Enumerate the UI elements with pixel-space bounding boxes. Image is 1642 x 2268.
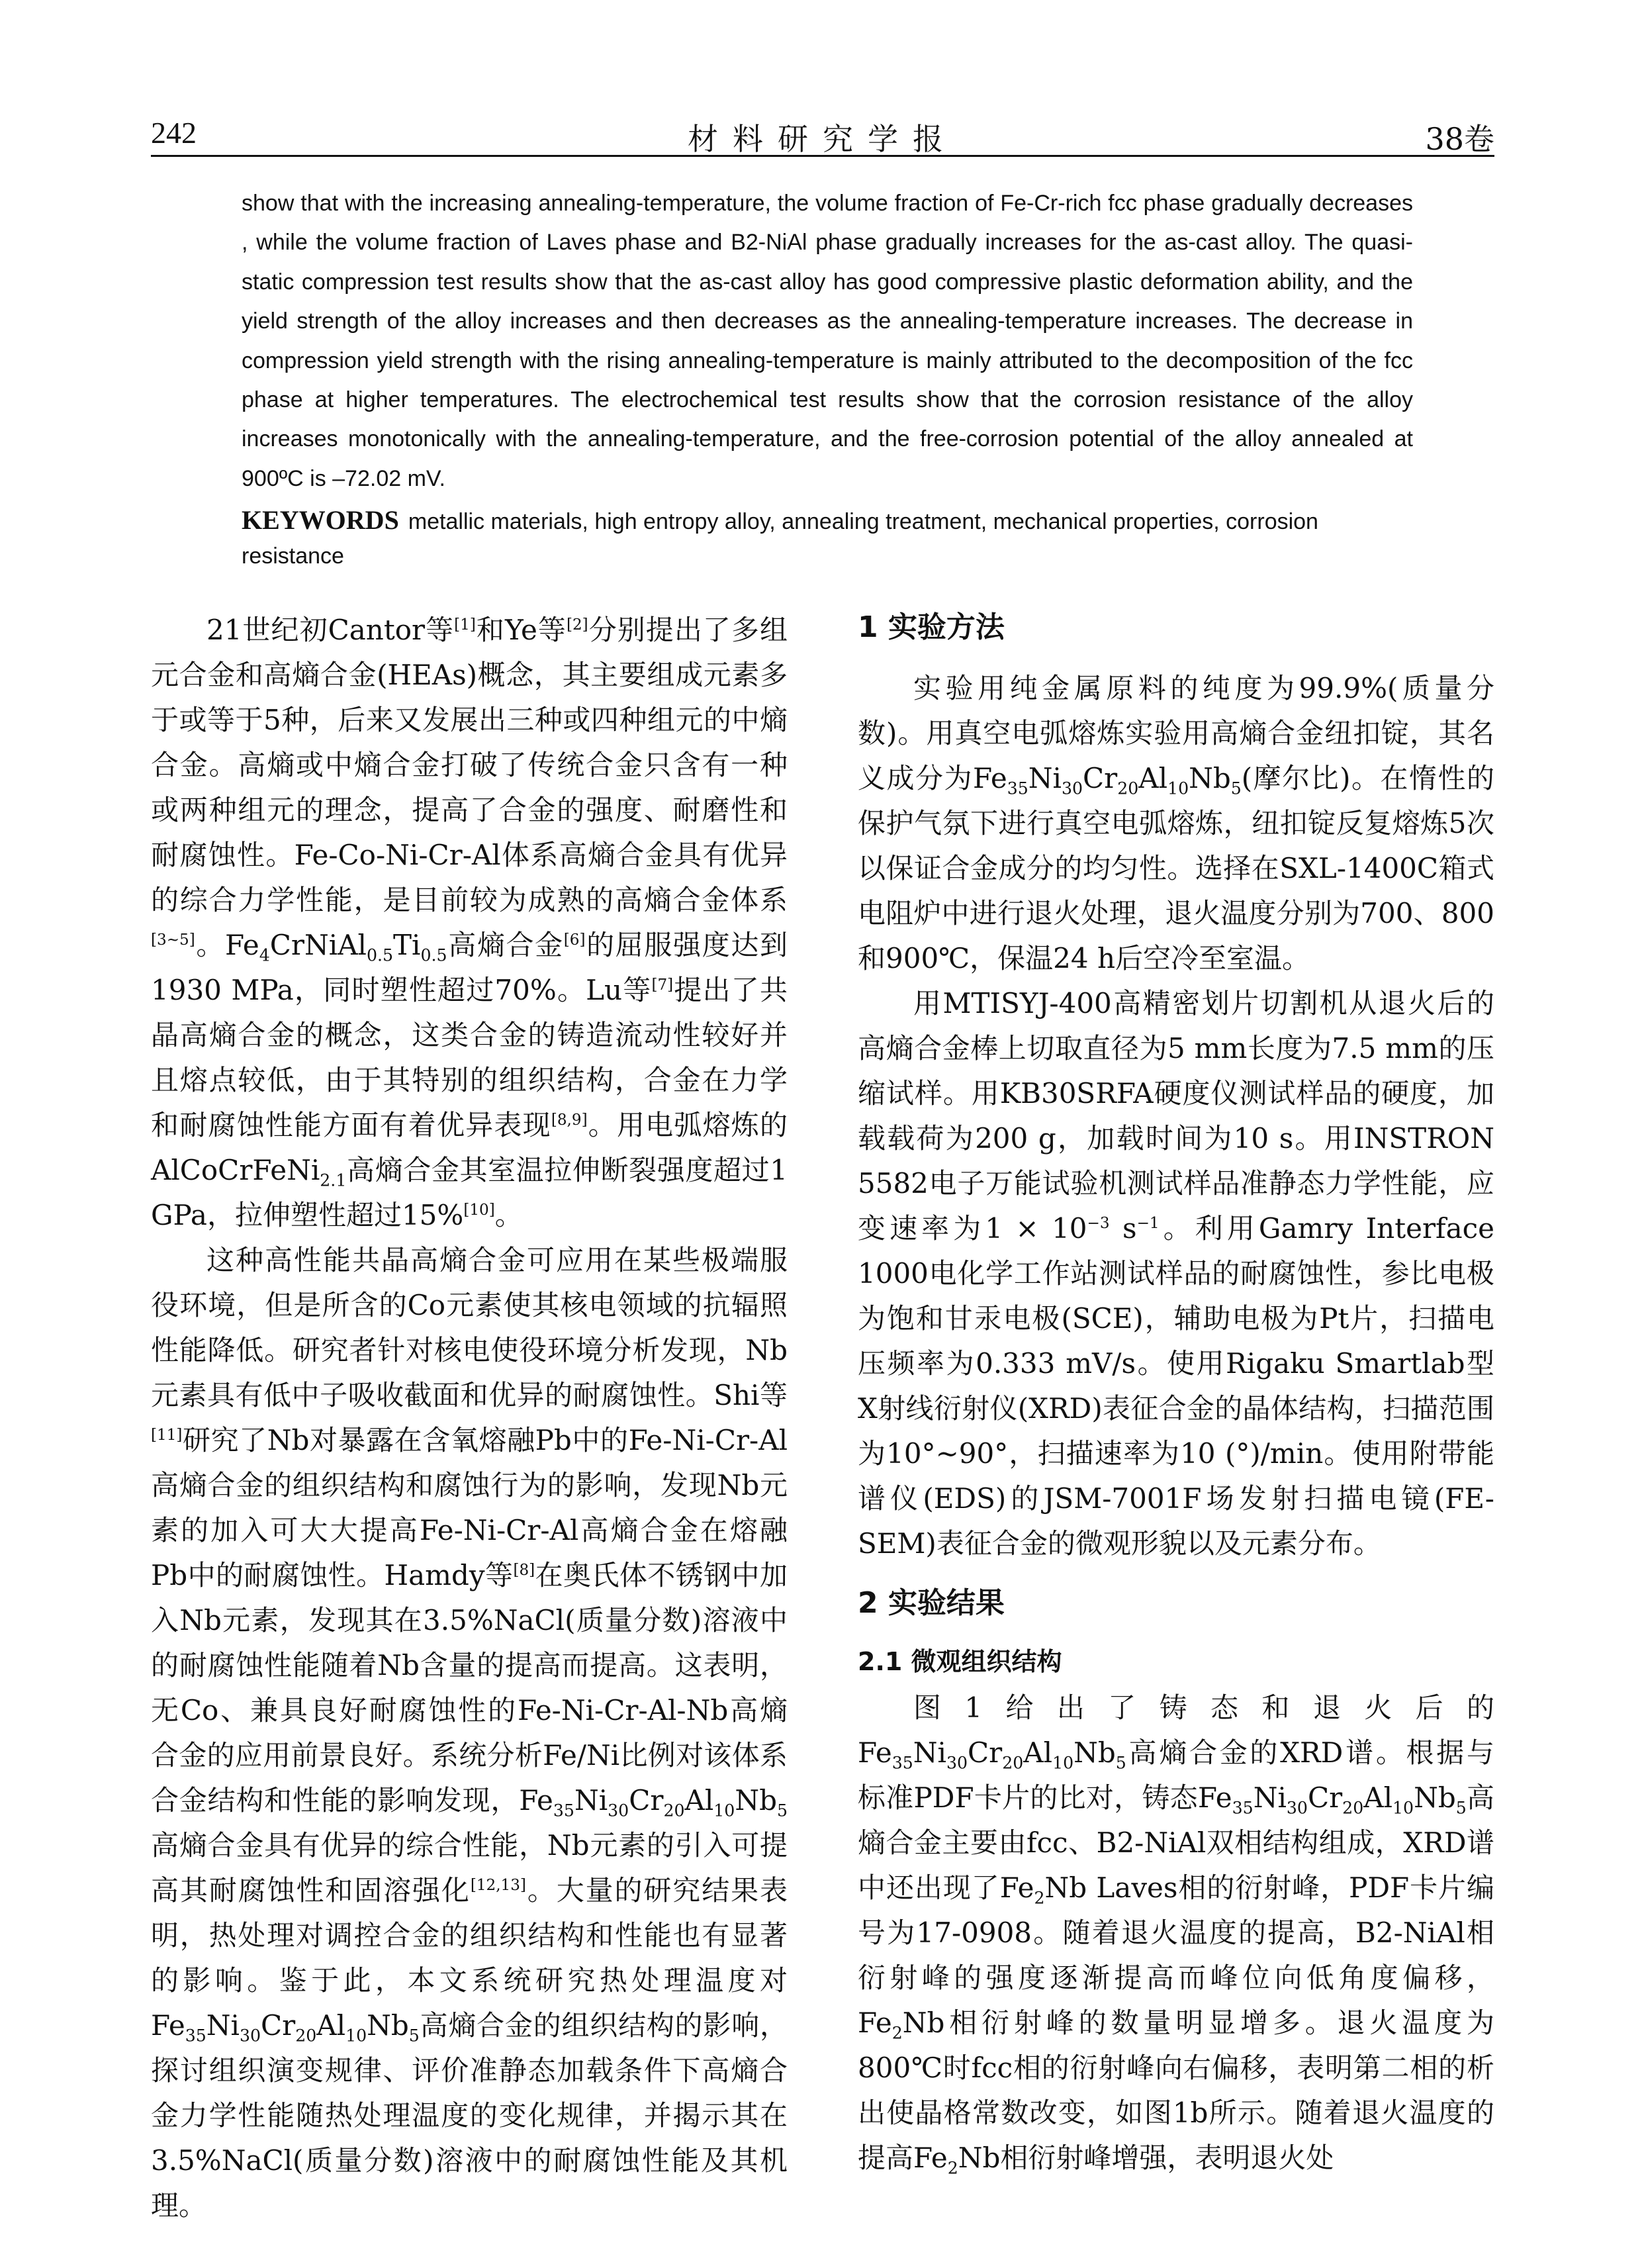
section-2-1-heading: 2.1 微观组织结构 bbox=[858, 1647, 1062, 1676]
intro-paragraph-2: 这种高性能共晶高熵合金可应用在某些极端服役环境，但是所含的Co元素使其核电领域的抗辐照性能降低。研究者针对核电使役环境分析发现，Nb元素具有低中子吸收截面和优异的耐腐蚀性。Shi等[11]研究了Nb对暴露在含氧熔融Pb中的Fe-Ni-Cr-Al高熵合金的组织结构和腐蚀行为的影响，发现Nb元素的加入可大大提高Fe-Ni-Cr-Al高熵合金在熔融Pb中的耐腐蚀性。Hamdy等[8]在奥氏体不锈钢中加入Nb元素，发现其在3.5%NaCl(质量分数)溶液中的耐腐蚀性能随着Nb含量的提高而提高。这表明，无Co、兼具良好耐腐蚀性的Fe-Ni-Cr-Al-Nb高熵合金的应用前景良好。系统分析Fe/Ni比例对该体系合金结构和性能的影响发现，$Fe_{35}Ni_{30}Cr_{20}Al_{10}Nb_5$高熵合金具有优异的综合性能，Nb元素的引入可提高其耐腐蚀性和固溶强化[12,13]。大量的研究结果表明，热处理对调控合金的组织结构和性能也有显著的影响。鉴于此，本文系统研究热处理温度对$Fe_{35}Ni_{30}Cr_{20}Al_{10}Nb_5$高熵合金的组织结构的影响，探讨组织演变规律、评价准静态加载条件下高熵合金力学性能随热处理温度的变化规律，并揭示其在3.5%NaCl(质量分数)溶液中的耐腐蚀性能及其机理。 bbox=[151, 1244, 788, 2222]
method-paragraph-2: 用MTISYJ-400高精密划片切割机从退火后的高熵合金棒上切取直径为5 mm长度为7.5 mm的压缩试样。用KB30SRFA硬度仪测试样品的硬度，加载载荷为200 g，加载时间为10 s。用INSTRON 5582电子万能试验机测试样品准静态力学性能，应变速率为$1 \times 10^{-3}$ $s^{-1}$。利用Gamry Interface 1000电化学工作站测试样品的耐腐蚀性，参比电极为饱和甘汞电极(SCE)，辅助电极为Pt片，扫描电压频率为0.333 mV/s。使用Rigaku Smartlab型X射线衍射仪(XRD)表征合金的晶体结构，扫描范围为10°~90°，扫描速率为10 (°)/min。使用附带能谱仪(EDS)的JSM-7001F场发射扫描电镜(FE-SEM)表征合金的微观形貌以及元素分布。 bbox=[858, 987, 1494, 1560]
journal-title: 材料研究学报 bbox=[688, 121, 958, 157]
volume-label: 38卷 bbox=[1425, 121, 1494, 157]
method-paragraph-1: 实验用纯金属原料的纯度为99.9%(质量分数)。用真空电弧熔炼实验用高熵合金纽扣锭，其名义成分为$Fe_{35}Ni_{30}Cr_{20}Al_{10}Nb_5$(摩尔比)。在惰性的保护气氛下进行真空电弧熔炼，纽扣锭反复熔炼5次以保证合金成分的均匀性。选择在SXL-1400C箱式电阻炉中进行退火处理，退火温度分别为700、800和900℃，保温24 h后空冷至室温。 bbox=[858, 672, 1494, 974]
right-column bbox=[858, 608, 1494, 2181]
left-column bbox=[151, 608, 788, 2228]
keywords-text: metallic materials, high entropy alloy, annealing treatment, mechanical properties, corrosion resistance bbox=[242, 509, 1318, 569]
abstract bbox=[242, 184, 1413, 498]
section-2-heading: 2 实验结果 bbox=[858, 1586, 1005, 1620]
abstract-text: show that with the increasing annealing-temperature, the volume fraction of Fe-Cr-rich fcc phase gradually decreases , while the volume fraction of Laves phase and B2-NiAl phase gradually increases for the as-cast alloy. The quasi-static compression test results show that the as-cast alloy has good compressive plastic deformation ability, and the yield strength of the alloy increases and then decreases as the annealing-temperature increases. The decrease in compression yield strength with the rising annealing-temperature is mainly attributed to the decomposition of the fcc phase at higher temperatures. The electrochemical test results show that the corrosion resistance of the alloy increases monotonically with the annealing-temperature, and the free-corrosion potential of the alloy annealed at 900ºC is –72.02 mV. bbox=[242, 191, 1413, 491]
section-1-heading: 1 实验方法 bbox=[858, 610, 1005, 644]
results-paragraph-1: 图1给出了铸态和退火后的$Fe_{35}Ni_{30}Cr_{20}Al_{10}Nb_5$高熵合金的XRD谱。根据与标准PDF卡片的比对，铸态$Fe_{35}Ni_{30}Cr_{20}Al_{10}Nb_5$高熵合金主要由fcc、B2-NiAl双相结构组成，XRD谱中还出现了$Fe_2Nb$ Laves相的衍射峰，PDF卡片编号为17-0908。随着退火温度的提高，B2-NiAl相衍射峰的强度逐渐提高而峰位向低角度偏移，$Fe_2Nb$相衍射峰的数量明显增多。退火温度为800℃时fcc相的衍射峰向右偏移，表明第二相的析出使晶格常数改变，如图1b所示。随着退火温度的提高$Fe_2Nb$相衍射峰增强，表明退火处 bbox=[858, 1691, 1494, 2178]
page-number: 242 bbox=[151, 116, 197, 150]
intro-paragraph-1: 21世纪初Cantor等[1]和Ye等[2]分别提出了多组元合金和高熵合金(HEAs)概念，其主要组成元素多于或等于5种，后来又发展出三种或四种组元的中熵合金。高熵或中熵合金打破了传统合金只含有一种或两种组元的理念，提高了合金的强度、耐磨性和耐腐蚀性。Fe-Co-Ni-Cr-Al体系高熵合金具有优异的综合力学性能，是目前较为成熟的高熵合金体系[3~5]。$Fe_4CrNiAl_{0.5}Ti_{0.5}$高熵合金[6]的屈服强度达到1930 MPa，同时塑性超过70%。Lu等[7]提出了共晶高熵合金的概念，这类合金的铸造流动性较好并且熔点较低，由于其特别的组织结构，合金在力学和耐腐蚀性能方面有着优异表现[8,9]。用电弧熔炼的AlCoCrFeNi$_{2.1}$高熵合金其室温拉伸断裂强度超过1 GPa，拉伸塑性超过15%[10]。 bbox=[151, 614, 788, 1231]
page-header bbox=[151, 111, 1494, 157]
keywords bbox=[242, 503, 1413, 573]
keywords-label: KEYWORDS bbox=[242, 505, 399, 535]
